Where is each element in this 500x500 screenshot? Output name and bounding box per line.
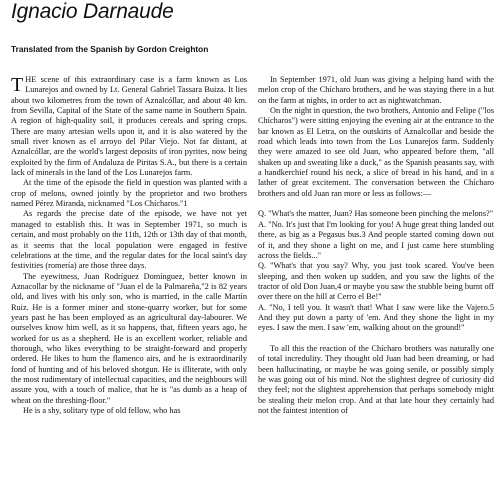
- drop-cap: T: [11, 74, 24, 96]
- author-name: Ignacio Darnaude: [11, 0, 174, 23]
- paragraph: On the night in question, the two brothers, Antonio and Felipe ("los Chícharos") were sitting enjoying the evening air at the entrance to the bar known as El Letra, on the outskirts of Aznalcollar and beside the road which leads into town from the Los Lunarejos farm. Suddenly they were amazed to see old Juan, who appeared before them, "all shaken up and sweating like a duck," as the Spanish peasants say, with a handkerchief round his neck, a slice of bread in his hand, and in a lather of great excitement. The conversation between the Chícharo brothers and old Juan ran more or less as follows:—: [258, 106, 494, 198]
- paragraph: The eyewitness, Juan Rodríguez Domínguez, better known in Aznacollar by the nickname of "Juan el de la Palmareña,"2 is 82 years old, and lives with his only son, who is married, in the calle Martín Ruiz. He is a former miner and stone-quarry worker, but for some years past he has been employed as an agricultural day-labourer. We ourselves know him well, as it so happens, that, fifteen years ago, he worked for us as a shepherd. He is an excellent worker, reliable and thorough, who likes everything to be straight-forward and properly ordered. He likes to hum the flamenco airs, and he is extraordinarily fond of hunting and of his beloved shotgun. He is illiterate, with only the most rudimentary of intellectual capacities, and the neighbours will assure you, with a touch of malice, that he is "as dumb as a heap of wheat on the threshing-floor.": [11, 271, 247, 405]
- question: Q. "What's the matter, Juan? Has someone been pinching the melons?": [258, 209, 494, 219]
- answer: A. "No, I tell you. It wasn't that! What I saw were like the Vajero.5 And they put down a party of 'em. And they shone the light in my eyes. I saw the men. I saw 'em, walking about on the ground!": [258, 302, 494, 333]
- paragraph: As regards the precise date of the episode, we have not yet managed to establish this. It was in September 1971, so much is certain, and most probably on the 11th, 12th or 13th day of that month, as it seems that the local population were engaged in festive celebrations at the time, and the regular dates for the local saint's day festivities (romería) are those three days.: [11, 209, 247, 271]
- right-column: [258, 75, 494, 416]
- paragraph: [11, 75, 247, 178]
- paragraph: He is a shy, solitary type of old fellow, who has: [23, 406, 181, 415]
- paragraph: To all this the reaction of the Chícharo brothers was naturally one of total incredulity. They thought old Juan had been dreaming, or had been hallucinating, or maybe he was going senile, or possibly simply he was going out of his mind. Not the slightest degree of curiosity did they feel; not the slightest apprehension that perhaps somebody might be stealing their melon crop. And at that late hour they certainly had not the faintest intention of: [258, 343, 494, 415]
- paragraph: At the time of the episode the field in question was planted with a crop of melons, owned jointly by the proprietor and two brothers named Pérez Miranda, nicknamed "Los Chícharos."1: [11, 178, 247, 209]
- paragraph: In September 1971, old Juan was giving a helping hand with the melon crop of the Chícharo brothers, and he was staying there in a hut on the farm at nights, in order to act as nightwatchman.: [258, 75, 494, 105]
- paragraph-text: HE scene of this extraordinary case is a farm known as Los Lunarejos and owned by Lt. General Gabriel Tassara Buiza. It lies about two kilometres from the town of Aznalcóllar, and about 40 km. from Sevilla, Capital of the State of the same name in Southern Spain. A region of high-quality soil, it produces cereals and spring crops. There are many artesian wells upon it, and it is also watered by the small river known as el arroyo del Pilar Viejo. Not far distant, at Aznalcóllar, are the world's largest deposits of iron pyrites, now being exploited by the firm of Andaluza de Piritas S.A., but there is a certain lack of minerals in the land of the Los Lunarejos farm.: [11, 75, 247, 178]
- left-column: [11, 75, 247, 416]
- translator-line: Translated from the Spanish by Gordon Creighton: [11, 44, 209, 54]
- question: Q. "What's that you say? Why, you just took scared. You've been sleeping, and then woken up sudden, and you saw the lights of the tractor of old Don Juan,4 or maybe you saw the stubble being burnt off over there on the hill at Cerro el Be!": [258, 261, 494, 302]
- answer: A. "No. It's just that I'm looking for you! A huge great thing landed out there, as big as a Pegasus bus.3 And people started coming down out of it, and they shone a light on me, and I just came here stumbling across the fields...": [258, 219, 494, 260]
